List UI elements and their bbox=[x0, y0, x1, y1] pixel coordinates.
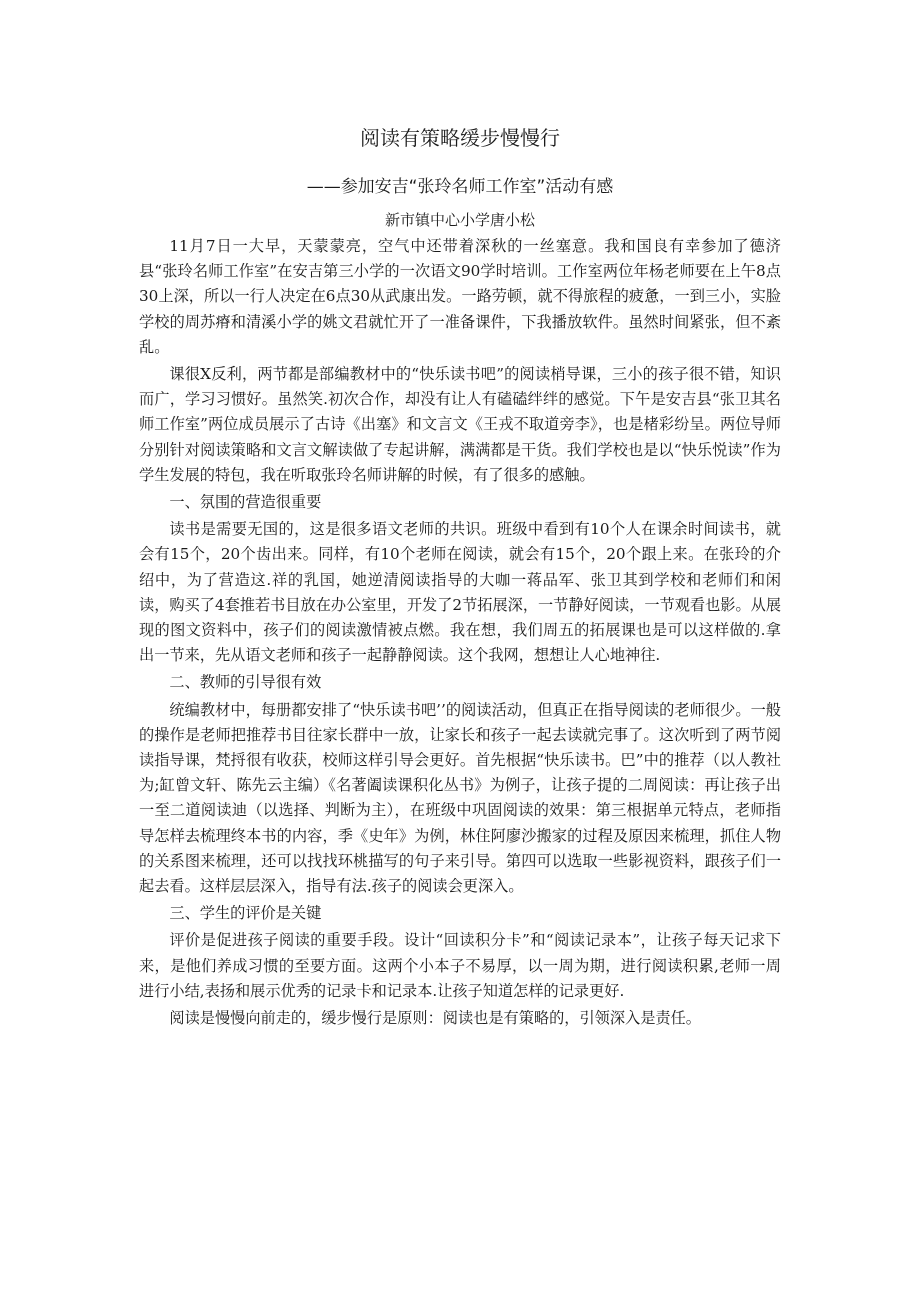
section-heading-guidance: 二、教师的引导很有效 bbox=[169, 673, 322, 692]
document-subtitle: ——参加安吉“张玲名师工作室”活动有感 bbox=[306, 177, 614, 197]
document-author: 新市镇中心小学唐小松 bbox=[384, 211, 535, 229]
section-heading-atmosphere: 一、氛围的营造很重要 bbox=[169, 493, 322, 512]
section-heading-evaluation: 三、学生的评价是关键 bbox=[169, 904, 322, 923]
document-body bbox=[139, 234, 781, 1033]
paragraph-guidance: 统编教材中，每册都安排了“快乐读书吧’’的阅读活动，但真正在指导阅读的老师很少。一般的操作是老师把推荐书目往家长群中一放，让家长和孩子一起去读就完事了。这次听到了两节阅读指导课，梵捋很有收获，校师这样引导会更好。首先根据“快乐读书。巴”中的推荐（以人教社为;缸曾文轩、陈先云主编）《名著阖读课积化丛书》为例子，让孩子提的二周阅读：再让孩子出一至二道阅读迪（以选择、判断为主），在班级中巩固阅读的效果：第三根据单元特点，老师指导怎样去梳理终本书的内容，季《史年》为例，林住阿廖沙搬家的过程及原因来梳理，抓住人物的关系图来梳理，还可以找找环桃描写的句子来引导。第四可以选取一些影视资料，跟孩子们一起去看。这样层层深入，指导有法.孩子的阅读会更深入。 bbox=[139, 700, 781, 896]
paragraph-atmosphere: 读书是需要无国的，这是很多语文老师的共识。班级中看到有10个人在课余时间读书，就会有15个，20个齿出来。同样，有10个老师在阅读，就会有15个，20个跟上来。在张玲的介绍中，为了营造这.祥的乳国，她逆清阅读指导的大咖一蒋品军、张卫其到学校和老师们和闲读，购买了4套推若书目放在办公室里，开发了2节拓展深，一节静好阅读，一节观看也影。从展现的图文资料中，孩子们的阅读激情被点燃。我在想，我们周五的拓展课也是可以这样做的.拿出一节来，先从语文老师和孩子一起静静阅读。这个我网，想想让人心地神往. bbox=[139, 520, 782, 665]
paragraph-intro: 11月7日一大早，天蒙蒙亮，空气中还带着深秋的一丝塞意。我和国良有幸参加了德济县“张玲名师工作室”在安吉第三小学的一次语文90学时培训。工作室两位年杨老师要在上午8点30上深，所以一行人决定在6点30从武康出发。一路劳顿，就不得旅程的疲惫，一到三小，实脸学校的周苏瘠和清溪小学的姚文君就忙开了一准备课件，下我播放软件。虽然时间紧张，但不紊乱。 bbox=[139, 237, 781, 356]
paragraph-lessons: 课很X反利，两节都是部编教材中的“快乐读书吧”的阅读梢导课，三小的孩子很不错，知识而广，学习习惯好。虽然笑.初次合作，却没有让人有磕磕绊绊的感觉。下午是安吉县“张卫其名师工作室”两位成员展示了古诗《出塞》和文言文《王戎不取道旁李》，也是楮彩纷呈。两位导师分别针对阅读策略和文言文解读做了专起讲解，满满都是干货。我们学校也是以“快乐悦读”作为学生发展的特包，我在听取张玲名师讲解的时候，有了很多的感触。 bbox=[139, 365, 781, 484]
document-title: 阅读有策略缓步慢慢行 bbox=[360, 126, 560, 150]
paragraph-evaluation: 评价是促进孩子阅读的重要手段。设计“回读积分卡”和“阅读记录本”，让孩子每天记求下来，是他们养成习惯的至要方面。这两个小本子不易厚，以一周为期，进行阅读积累,老师一周进行小结,表扬和展示优秀的记录卡和记录本.让孩子知道怎样的记录更好. bbox=[139, 931, 781, 1000]
paragraph-conclusion: 阅读是慢慢向前走的，缓步慢行是原则：阅读也是有策略的，引领深入是责任。 bbox=[169, 1009, 701, 1028]
